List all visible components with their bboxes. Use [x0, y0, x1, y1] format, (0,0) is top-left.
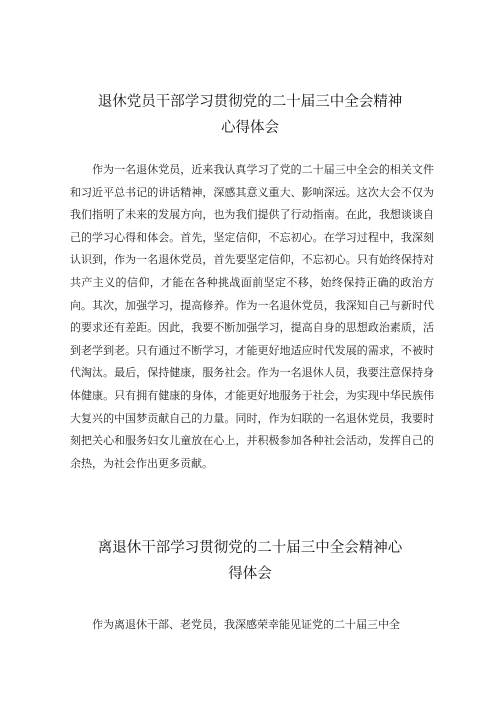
section-paragraph: 作为一名退休党员，近来我认真学习了党的二十届三中全会的相关文件和习近平总书记的讲话精神，深感其意义重大、影响深远。这次大会不仅为我们指明了未来的发展方向，也为我们提供了行动指南。在此，我想谈谈自己的学习心得和体会。首先，坚定信仰，不忘初心。在学习过程中，我深刻认识到，作为一名退休党员，首先要坚定信仰，不忘初心。只有始终保持对共产主义的信仰，才能在各种挑战面前坚定不移，始终保持正确的政治方向。其次，加强学习，提高修养。作为一名退休党员，我深知自己与新时代的要求还有差距。因此，我要不断加强学习，提高自身的思想政治素质，活到老学到老。只有通过不断学习，才能更好地适应时代发展的需求，不被时代淘汰。最后，保持健康，服务社会。作为一名退休人员，我要注意保持身体健康。只有拥有健康的身体，才能更好地服务于社会，为实现中华民族伟大复兴的中国梦贡献自己的力量。同时，作为妇联的一名退休党员，我要时刻把关心和服务妇女儿童放在心上，并积极参加各种社会活动，发挥自己的余热，为社会作出更多贡献。: [70, 163, 434, 470]
section-title: 退休党员干部学习贯彻党的二十届三中全会精神心得体会: [97, 94, 403, 136]
section-title: 离退休干部学习贯彻党的二十届三中全会精神心得体会: [97, 540, 403, 582]
section-paragraph: 作为离退休干部、老党员，我深感荣幸能见证党的二十届三中全: [92, 618, 400, 631]
